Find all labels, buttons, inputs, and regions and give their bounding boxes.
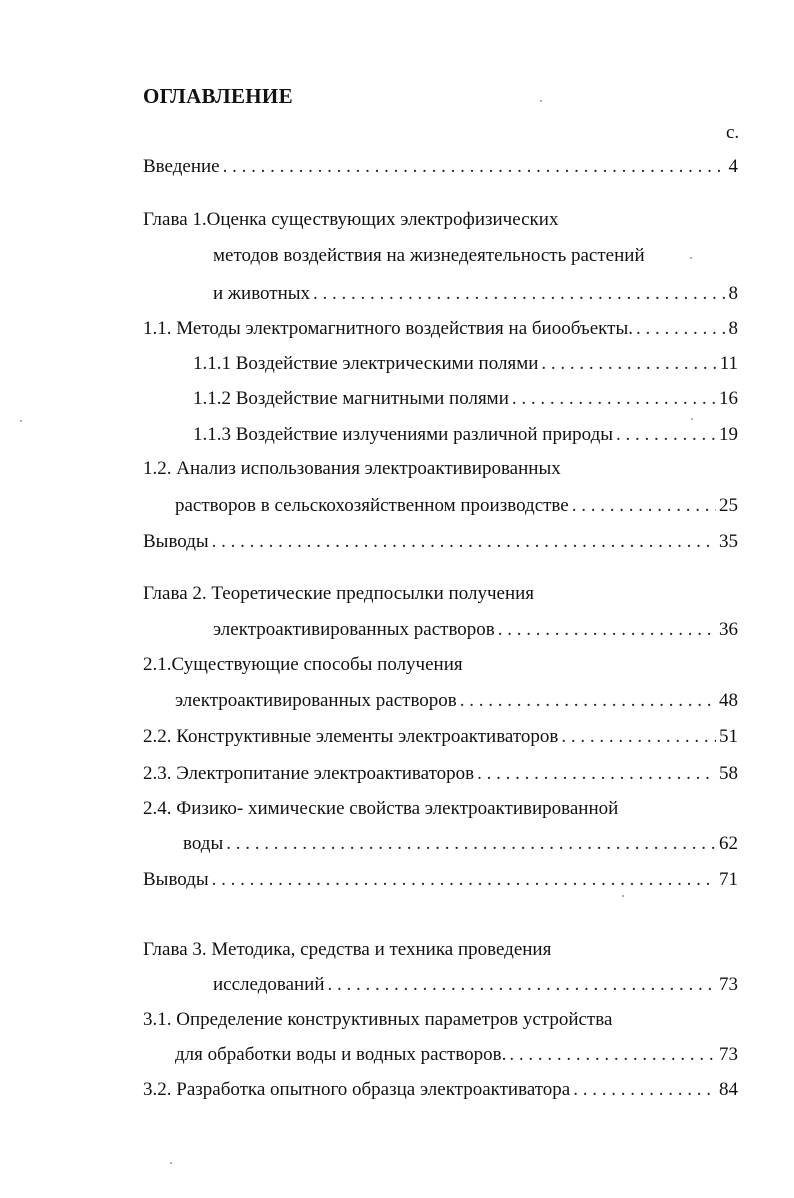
- entry-page: 8: [728, 318, 738, 339]
- toc-chapter-2-line-1: Глава 2. Теоретические предпосылки получения: [143, 583, 535, 604]
- entry-page: 36: [719, 619, 738, 640]
- dot-leader: [509, 1043, 716, 1067]
- toc-chapter-3-line-1: Глава 3. Методика, средства и техника проведения: [143, 939, 552, 960]
- toc-entry-3-1[interactable]: [175, 1043, 738, 1067]
- toc-entry-2-1[interactable]: [175, 689, 738, 713]
- scan-speck: [20, 420, 22, 422]
- dot-leader: [212, 868, 716, 892]
- entry-page: 73: [719, 1044, 738, 1065]
- toc-entry-chapter-3[interactable]: [213, 973, 738, 997]
- dot-leader: [616, 423, 716, 447]
- toc-1-2-line-1: 1.2. Анализ использования электроактивированных: [143, 458, 561, 479]
- toc-3-1-line-1: 3.1. Определение конструктивных параметров устройства: [143, 1009, 613, 1030]
- dot-leader: [460, 689, 716, 713]
- scan-speck: [690, 257, 692, 259]
- dot-leader: [223, 155, 726, 179]
- scan-speck: [170, 1162, 172, 1164]
- entry-text: электроактивированных растворов: [175, 690, 457, 711]
- entry-text: 3.2. Разработка опытного образца электроактиватора: [143, 1079, 571, 1100]
- entry-text: исследований: [213, 974, 325, 995]
- toc-entry-3-2[interactable]: [143, 1078, 738, 1102]
- entry-page: 84: [719, 1079, 738, 1100]
- toc-entry-1-1-1[interactable]: [193, 352, 738, 376]
- toc-entry-1-1[interactable]: [143, 317, 738, 341]
- entry-page: 19: [719, 424, 738, 445]
- dot-leader: [498, 618, 716, 642]
- entry-text: 2.2. Конструктивные элементы электроактиваторов: [143, 726, 559, 747]
- scan-speck: [691, 418, 693, 420]
- toc-chapter-1-line-2: методов воздействия на жизнедеятельность растений: [213, 245, 645, 266]
- entry-page: 16: [719, 388, 738, 409]
- dot-leader: [572, 494, 716, 518]
- entry-page: 35: [719, 531, 738, 552]
- dot-leader: [561, 725, 716, 749]
- entry-page: 4: [728, 156, 738, 177]
- entry-page: 25: [719, 495, 738, 516]
- entry-text: воды: [183, 833, 224, 854]
- scan-speck: [622, 895, 624, 897]
- dot-leader: [212, 530, 716, 554]
- toc-title: ОГЛАВЛЕНИЕ: [143, 84, 293, 108]
- entry-text: 2.3. Электропитание электроактиваторов: [143, 763, 475, 784]
- toc-entry-conclusions-1[interactable]: [143, 530, 738, 554]
- entry-page: 71: [719, 869, 738, 890]
- page-column-label: с.: [726, 122, 740, 143]
- entry-page: 62: [719, 833, 738, 854]
- entry-text: Введение: [143, 156, 220, 177]
- toc-2-4-line-1: 2.4. Физико- химические свойства электроактивированной: [143, 798, 619, 819]
- entry-text: Выводы: [143, 869, 209, 890]
- entry-page: 8: [728, 283, 738, 304]
- toc-entry-chapter-2[interactable]: [213, 618, 738, 642]
- dot-leader: [477, 762, 716, 786]
- toc-entry-2-3[interactable]: [143, 762, 738, 786]
- entry-page: 73: [719, 974, 738, 995]
- entry-page: 48: [719, 690, 738, 711]
- toc-entry-1-1-3[interactable]: [193, 423, 738, 447]
- toc-entry-conclusions-2[interactable]: [143, 868, 738, 892]
- entry-text: электроактивированных растворов: [213, 619, 495, 640]
- dot-leader: [573, 1078, 716, 1102]
- entry-text: 1.1.2 Воздействие магнитными полями: [193, 388, 509, 409]
- entry-text: 1.1.1 Воздействие электрическими полями: [193, 353, 539, 374]
- dot-leader: [636, 317, 726, 341]
- toc-entry-1-2[interactable]: [175, 494, 738, 518]
- dot-leader: [313, 282, 725, 306]
- toc-entry-2-2[interactable]: [143, 725, 738, 749]
- entry-text: для обработки воды и водных растворов.: [175, 1044, 507, 1065]
- toc-chapter-1-line-1: Глава 1.Оценка существующих электрофизических: [143, 209, 559, 230]
- entry-page: 51: [719, 726, 738, 747]
- dot-leader: [541, 352, 716, 376]
- scan-speck: [540, 100, 542, 102]
- entry-text: 1.1. Методы электромагнитного воздействия на биообъекты.: [143, 318, 633, 339]
- entry-page: 11: [719, 353, 738, 374]
- entry-page: 58: [719, 763, 738, 784]
- toc-entry-chapter-1[interactable]: [213, 282, 738, 306]
- entry-text: 1.1.3 Воздействие излучениями различной природы: [193, 424, 614, 445]
- entry-text: растворов в сельскохозяйственном производстве: [175, 495, 569, 516]
- toc-entry-intro[interactable]: [143, 155, 738, 179]
- toc-entry-1-1-2[interactable]: [193, 387, 738, 411]
- toc-2-1-line-1: 2.1.Существующие способы получения: [143, 654, 463, 675]
- dot-leader: [512, 387, 716, 411]
- entry-text: и животных: [213, 283, 311, 304]
- dot-leader: [328, 973, 716, 997]
- dot-leader: [226, 832, 716, 856]
- entry-text: Выводы: [143, 531, 209, 552]
- toc-entry-2-4[interactable]: [183, 832, 738, 856]
